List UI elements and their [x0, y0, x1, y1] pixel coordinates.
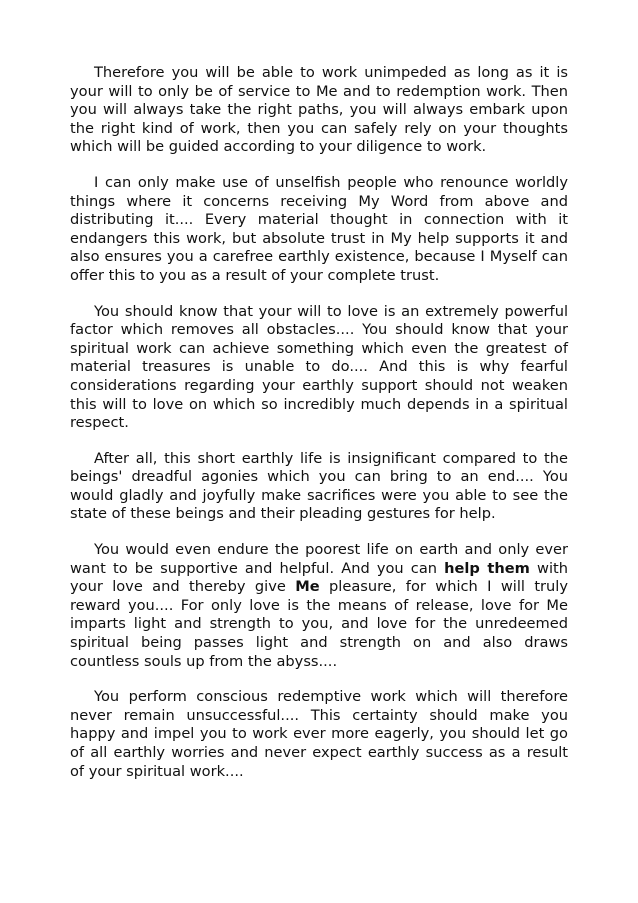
document-body [70, 64, 568, 798]
emphasis-help-them: help them [444, 559, 530, 577]
paragraph-text: You perform conscious redemptive work which will therefore never remain unsuccessful.... This certainty should make you happy and impel you to work ever more eagerly, you should let go of all earthly worries and never expect earthly success as a result of your spiritual work.... [70, 688, 568, 780]
paragraph-text: I can only make use of unselfish people who renounce worldly things where it concerns receiving My Word from above and distributing it.... Every material thought in connection with it endangers this work, but absolute trust in My help supports it and also ensures you a carefree earthly existence, because I Myself can offer this to you as a result of your complete trust. [70, 173, 568, 284]
paragraph-6 [70, 688, 568, 781]
paragraph-5 [70, 541, 568, 671]
paragraph-2 [70, 174, 568, 286]
emphasis-me: Me [295, 578, 320, 596]
paragraph-3 [70, 303, 568, 433]
paragraph-text: Therefore you will be able to work unimpeded as long as it is your will to only be of service to Me and to redemption work. Then you will always take the right paths, you will always embark upon the right kind of work, then you can safely rely on your thoughts which will be guided according to your diligence to work. [70, 64, 568, 156]
paragraph-text: You should know that your will to love is an extremely powerful factor which removes all obstacles.... You should know that your spiritual work can achieve something which even the greatest of material treasures is unable to do.... And this is why fearful considerations regarding your earthly support should not weaken this will to love on which so incredibly much depends in a spiritual respect. [70, 302, 568, 432]
paragraph-text: pleasure, for which I will truly reward you.... For only love is the means of release, love for Me imparts light and strength to you, and love for the unredeemed spiritual being passes light and strength on and also draws countless souls up from the abyss.... [70, 578, 568, 670]
paragraph-text: After all, this short earthly life is insignificant compared to the beings' dreadful agonies which you can bring to an end.... You would gladly and joyfully make sacrifices were you able to see the state of these beings and their pleading gestures for help. [70, 449, 568, 523]
paragraph-1 [70, 64, 568, 157]
paragraph-4 [70, 450, 568, 524]
paragraph-text: You would even endure the poorest life on earth and only ever want to be supportive and helpful. And you can [70, 541, 568, 577]
paragraph-text: with your love and thereby give [70, 559, 568, 596]
